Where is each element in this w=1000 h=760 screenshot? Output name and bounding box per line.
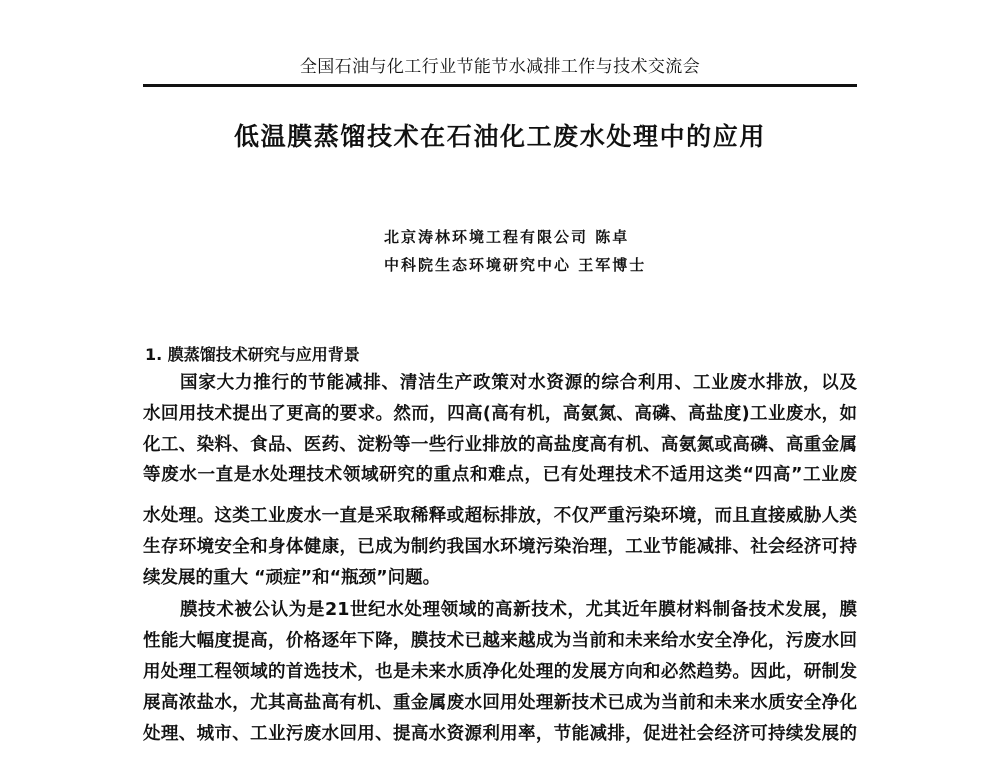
text-line: 续发展的重大 “顽症”和“瓶颈”问题。 <box>143 568 441 588</box>
text-line: 生存环境安全和身体健康，已成为制约我国水环境污染治理，工业节能减排、社会经济可持 <box>143 537 857 557</box>
header-rule <box>143 84 857 87</box>
running-header: 全国石油与化工行业节能节水减排工作与技术交流会 <box>299 57 701 77</box>
text-line: 展高浓盐水，尤其高盐高有机、重金属废水回用处理新技术已成为当前和未来水质安全净化 <box>143 693 857 713</box>
paper-title: 低温膜蒸馏技术在石油化工废水处理中的应用 <box>233 122 766 151</box>
text-line: 等废水一直是水处理技术领域研究的重点和难点，已有处理技术不适用这类“四高”工业废 <box>143 465 857 485</box>
text-line: 国家大力推行的节能减排、清洁生产政策对水资源的综合利用、工业废水排放，以及 <box>180 373 857 393</box>
author-affiliation: 北京涛林环境工程有限公司 陈卓 <box>384 228 630 246</box>
text-line: 性能大幅度提高，价格逐年下降，膜技术已越来越成为当前和未来给水安全净化，污废水回 <box>143 631 857 651</box>
text-line: 处理、城市、工业污废水回用、提高水资源利用率，节能减排，促进社会经济可持续发展的 <box>143 724 857 744</box>
text-line: 化工、染料、食品、医药、淀粉等一些行业排放的高盐度高有机、高氨氮或高磷、高重金属 <box>143 435 857 455</box>
text-line: 用处理工程领域的首选技术，也是未来水质净化处理的发展方向和必然趋势。因此，研制发 <box>143 662 857 682</box>
text-line: 膜技术被公认为是21世纪水处理领域的高新技术，尤其近年膜材料制备技术发展，膜 <box>180 600 857 620</box>
text-line: 水处理。这类工业废水一直是采取稀释或超标排放，不仅严重污染环境，而且直接威胁人类 <box>143 506 857 526</box>
section-heading: 1. 膜蒸馏技术研究与应用背景 <box>145 345 360 364</box>
author-affiliation: 中科院生态环境研究中心 王军博士 <box>384 256 647 274</box>
text-line: 水回用技术提出了更高的要求。然而，四高(高有机，高氨氮、高磷、高盐度)工业废水，如 <box>143 404 857 424</box>
